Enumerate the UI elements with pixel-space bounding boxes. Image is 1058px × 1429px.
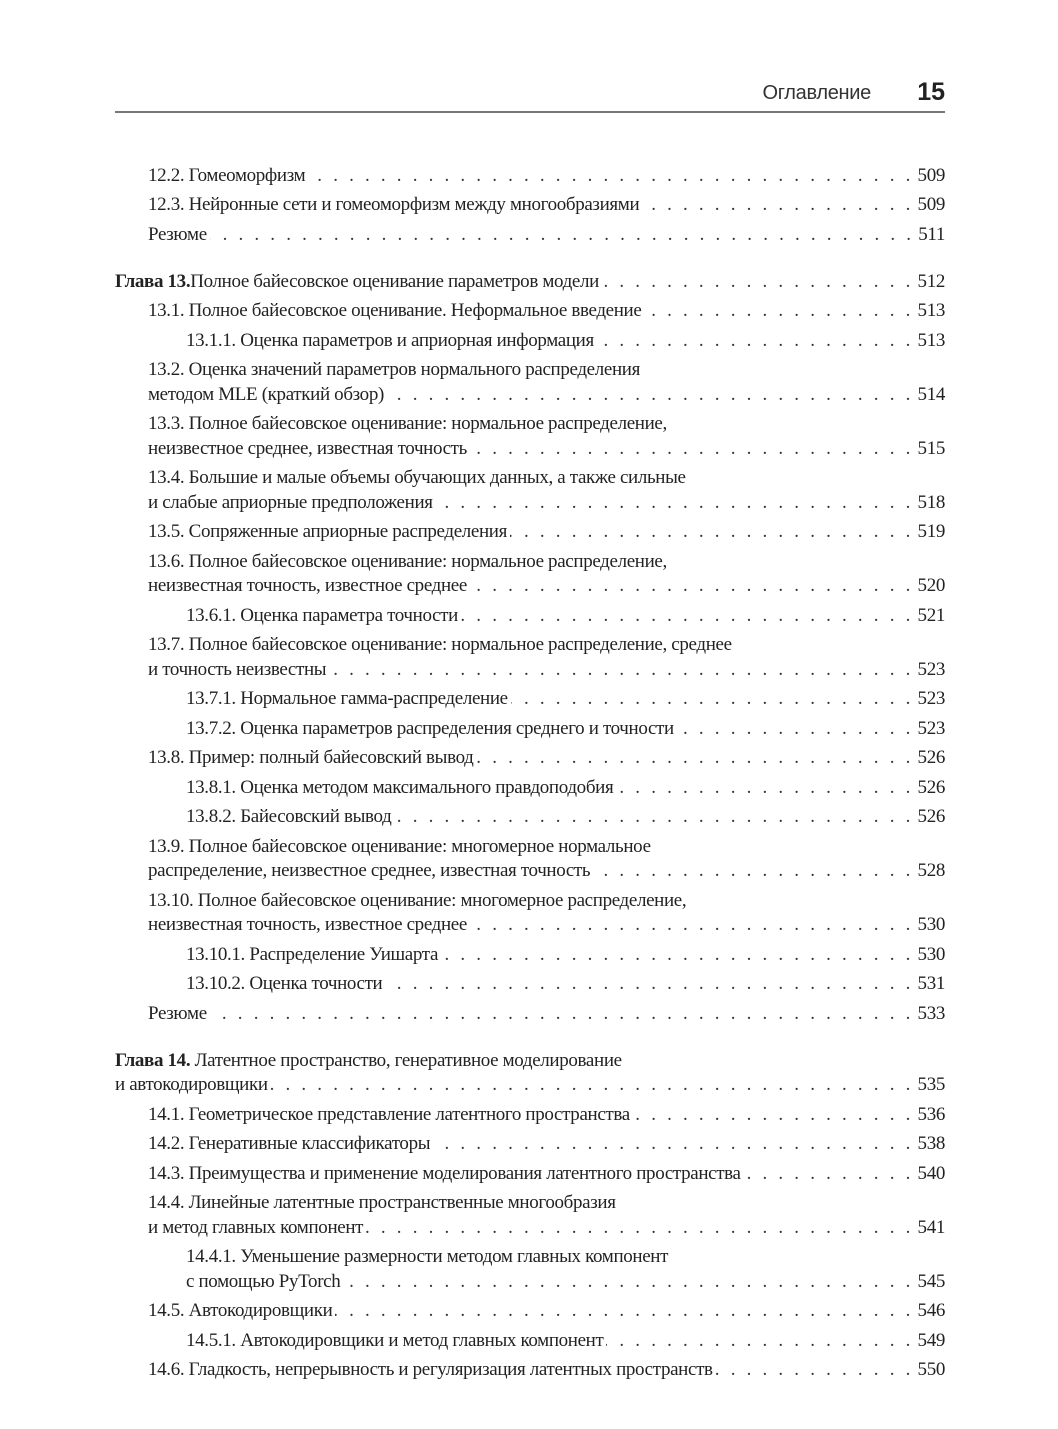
dot-leader xyxy=(308,164,913,189)
dot-leader xyxy=(329,658,913,683)
dot-leader xyxy=(716,1358,914,1383)
entry-page-number: 521 xyxy=(917,604,945,626)
toc-entry[interactable] xyxy=(115,803,945,833)
entry-page-number: 546 xyxy=(917,1300,945,1321)
entry-title-line: 14.2. Генеративные классификаторы xyxy=(148,1133,431,1154)
entry-page-number: 541 xyxy=(917,1216,945,1238)
entry-title-line: 13.1.1. Оценка параметров и априорная информация xyxy=(186,329,594,351)
toc-entry[interactable] xyxy=(115,1243,945,1297)
entry-page-number: 549 xyxy=(917,1329,945,1351)
entry-title-line: 13.6.1. Оценка параметра точности xyxy=(186,604,458,626)
entry-title-line: 14.3. Преимущества и применение моделирования латентного пространства xyxy=(148,1162,741,1184)
dot-leader xyxy=(343,1270,913,1295)
toc-entry[interactable] xyxy=(115,744,945,774)
toc-entry[interactable] xyxy=(115,631,945,685)
toc-entry[interactable] xyxy=(115,410,945,464)
entry-title-line: 13.7.2. Оценка параметров распределения среднего и точности xyxy=(186,717,674,739)
dot-leader xyxy=(633,1103,914,1128)
dot-leader xyxy=(744,1162,914,1187)
toc-entry[interactable] xyxy=(115,999,945,1029)
toc-entry[interactable] xyxy=(115,1159,945,1189)
header-rule xyxy=(115,111,945,113)
entry-title-line: 13.5. Сопряженные априорные распределения xyxy=(148,521,508,542)
entry-title-line: Полное байесовское оценивание параметров модели xyxy=(190,270,599,292)
entry-title-line: 14.4.1. Уменьшение размерности методом главных компонент xyxy=(186,1246,669,1267)
entry-title-line: 13.4. Большие и малые объемы обучающих данных, а также сильные xyxy=(148,467,686,488)
entry-page-number: 526 xyxy=(917,747,945,768)
dot-leader xyxy=(210,1002,914,1027)
dot-leader xyxy=(602,270,914,295)
entry-page-number: 520 xyxy=(917,575,945,596)
entry-title-line: Резюме xyxy=(148,223,207,245)
toc-chapter-entry[interactable] xyxy=(115,1046,945,1100)
toc-entry[interactable] xyxy=(115,191,945,221)
dot-leader xyxy=(511,687,914,712)
entry-page-number: 509 xyxy=(917,164,945,186)
toc-entry[interactable] xyxy=(115,886,945,940)
entry-page-number: 526 xyxy=(917,776,945,798)
toc-entry[interactable] xyxy=(115,773,945,803)
entry-title-line: 14.5.1. Автокодировщики и метод главных компонент xyxy=(186,1329,604,1351)
entry-title-line: Латентное пространство, генеративное моделирование xyxy=(194,1049,622,1071)
toc-entry[interactable] xyxy=(115,1100,945,1130)
entry-page-number: 528 xyxy=(917,860,945,881)
toc-entry[interactable] xyxy=(115,326,945,356)
entry-page-number: 523 xyxy=(917,688,945,709)
entry-page-number: 511 xyxy=(918,223,945,245)
dot-leader xyxy=(461,604,914,629)
entry-page-number: 523 xyxy=(917,717,945,739)
toc-entry[interactable] xyxy=(115,161,945,191)
entry-page-number: 550 xyxy=(917,1359,945,1380)
toc-entry[interactable] xyxy=(115,464,945,518)
entry-title-line: 14.4. Линейные латентные пространственные многообразия xyxy=(148,1192,616,1213)
running-header-title: Оглавление xyxy=(762,82,871,104)
entry-title-line: методом MLE (краткий обзор) xyxy=(148,383,384,405)
page-number: 15 xyxy=(917,78,945,106)
dot-leader xyxy=(271,1073,914,1098)
entry-title-line: неизвестное среднее, известная точность xyxy=(148,437,467,459)
entry-page-number: 533 xyxy=(917,1002,945,1024)
toc-entry[interactable] xyxy=(115,1297,945,1327)
toc-entry[interactable] xyxy=(115,518,945,548)
dot-leader xyxy=(335,1299,913,1324)
dot-leader xyxy=(470,437,914,462)
dot-leader xyxy=(677,717,914,742)
toc-entry[interactable] xyxy=(115,685,945,715)
toc-entry[interactable] xyxy=(115,547,945,601)
table-of-contents xyxy=(115,161,945,1385)
dot-leader xyxy=(642,193,913,218)
entry-title-line: неизвестная точность, известное среднее xyxy=(148,575,467,596)
dot-leader xyxy=(606,1329,913,1354)
dot-leader xyxy=(385,972,913,997)
entry-page-number: 536 xyxy=(917,1103,945,1125)
entry-title-line: и автокодировщики xyxy=(115,1074,268,1095)
dot-leader xyxy=(210,223,914,248)
entry-page-number: 526 xyxy=(917,806,945,827)
entry-page-number: 531 xyxy=(917,973,945,994)
entry-title-line: 12.3. Нейронные сети и гомеоморфизм между многообразиями xyxy=(148,194,640,215)
entry-title-line: 14.6. Гладкость, непрерывность и регуляризация латентных пространств xyxy=(148,1359,713,1380)
entry-page-number: 545 xyxy=(917,1270,945,1292)
running-header xyxy=(115,78,945,110)
entry-page-number: 513 xyxy=(917,329,945,351)
entry-page-number: 540 xyxy=(917,1162,945,1184)
entry-title-line: 13.10.1. Распределение Уишарта xyxy=(186,943,439,965)
entry-page-number: 513 xyxy=(917,300,945,321)
entry-page-number: 519 xyxy=(917,521,945,542)
entry-title-line: 13.7.1. Нормальное гамма-распределение xyxy=(186,688,508,709)
entry-title-line: и точность неизвестны xyxy=(148,658,327,680)
dot-leader xyxy=(644,299,913,324)
entry-page-number: 514 xyxy=(917,383,945,405)
chapter-label: Глава 14. xyxy=(115,1049,191,1071)
toc-entry[interactable] xyxy=(115,601,945,631)
entry-title-line: неизвестная точность, известное среднее xyxy=(148,914,467,935)
entry-page-number: 530 xyxy=(917,943,945,965)
entry-page-number: 538 xyxy=(917,1133,945,1154)
chapter-label: Глава 13. xyxy=(115,270,191,292)
entry-title-line: Резюме xyxy=(148,1002,207,1024)
dot-leader xyxy=(387,383,914,408)
entry-page-number: 530 xyxy=(917,914,945,935)
entry-title-line: 12.2. Гомеоморфизм xyxy=(148,164,306,186)
entry-title-line: 13.7. Полное байесовское оценивание: нормальное распределение, среднее xyxy=(148,634,732,655)
dot-leader xyxy=(366,1216,913,1241)
toc-entry[interactable] xyxy=(115,1326,945,1356)
toc-entry[interactable] xyxy=(115,1130,945,1160)
entry-page-number: 515 xyxy=(917,437,945,459)
entry-title-line: 13.8.1. Оценка методом максимального правдоподобия xyxy=(186,776,614,798)
toc-entry[interactable] xyxy=(115,1356,945,1386)
entry-title-line: 13.8.2. Байесовский вывод xyxy=(186,806,392,827)
entry-title-line: 13.10. Полное байесовское оценивание: многомерное распределение, xyxy=(148,889,687,911)
dot-leader xyxy=(616,776,913,801)
entry-page-number: 509 xyxy=(917,194,945,215)
dot-leader xyxy=(597,329,914,354)
entry-title-line: 13.1. Полное байесовское оценивание. Неформальное введение xyxy=(148,300,642,321)
toc-entry[interactable] xyxy=(115,970,945,1000)
entry-title-line: 13.6. Полное байесовское оценивание: нормальное распределение, xyxy=(148,550,667,572)
entry-title-line: 13.3. Полное байесовское оценивание: нормальное распределение, xyxy=(148,413,667,434)
dot-leader xyxy=(470,574,914,599)
entry-title-line: распределение, неизвестное среднее, известная точность xyxy=(148,860,591,881)
dot-leader xyxy=(510,520,914,545)
dot-leader xyxy=(394,805,913,830)
dot-leader xyxy=(593,859,913,884)
toc-chapter-entry[interactable] xyxy=(115,267,945,297)
entry-title-line: и метод главных компонент xyxy=(148,1216,364,1238)
toc-entry[interactable] xyxy=(115,832,945,886)
entry-title-line: и слабые априорные предположения xyxy=(148,491,433,513)
entry-title-line: 13.8. Пример: полный байесовский вывод xyxy=(148,747,474,768)
entry-page-number: 535 xyxy=(917,1074,945,1095)
dot-leader xyxy=(436,491,914,516)
dot-leader xyxy=(470,913,914,938)
entry-page-number: 512 xyxy=(917,270,945,292)
entry-title-line: 13.2. Оценка значений параметров нормального распределения xyxy=(148,359,640,380)
entry-page-number: 523 xyxy=(917,658,945,680)
toc-entry[interactable] xyxy=(115,297,945,327)
entry-title-line: с помощью PyTorch xyxy=(186,1270,341,1292)
entry-title-line: 14.5. Автокодировщики xyxy=(148,1300,333,1321)
dot-leader xyxy=(477,746,914,771)
toc-entry[interactable] xyxy=(115,1189,945,1243)
entry-title-line: 14.1. Геометрическое представление латентного пространства xyxy=(148,1103,630,1125)
dot-leader xyxy=(441,943,913,968)
entry-title-line: 13.10.2. Оценка точности xyxy=(186,973,383,994)
toc-entry[interactable] xyxy=(115,220,945,250)
toc-entry[interactable] xyxy=(115,714,945,744)
entry-page-number: 518 xyxy=(917,491,945,513)
dot-leader xyxy=(433,1132,913,1157)
toc-entry[interactable] xyxy=(115,356,945,410)
entry-title-line: 13.9. Полное байесовское оценивание: многомерное нормальное xyxy=(148,835,651,857)
toc-entry[interactable] xyxy=(115,940,945,970)
